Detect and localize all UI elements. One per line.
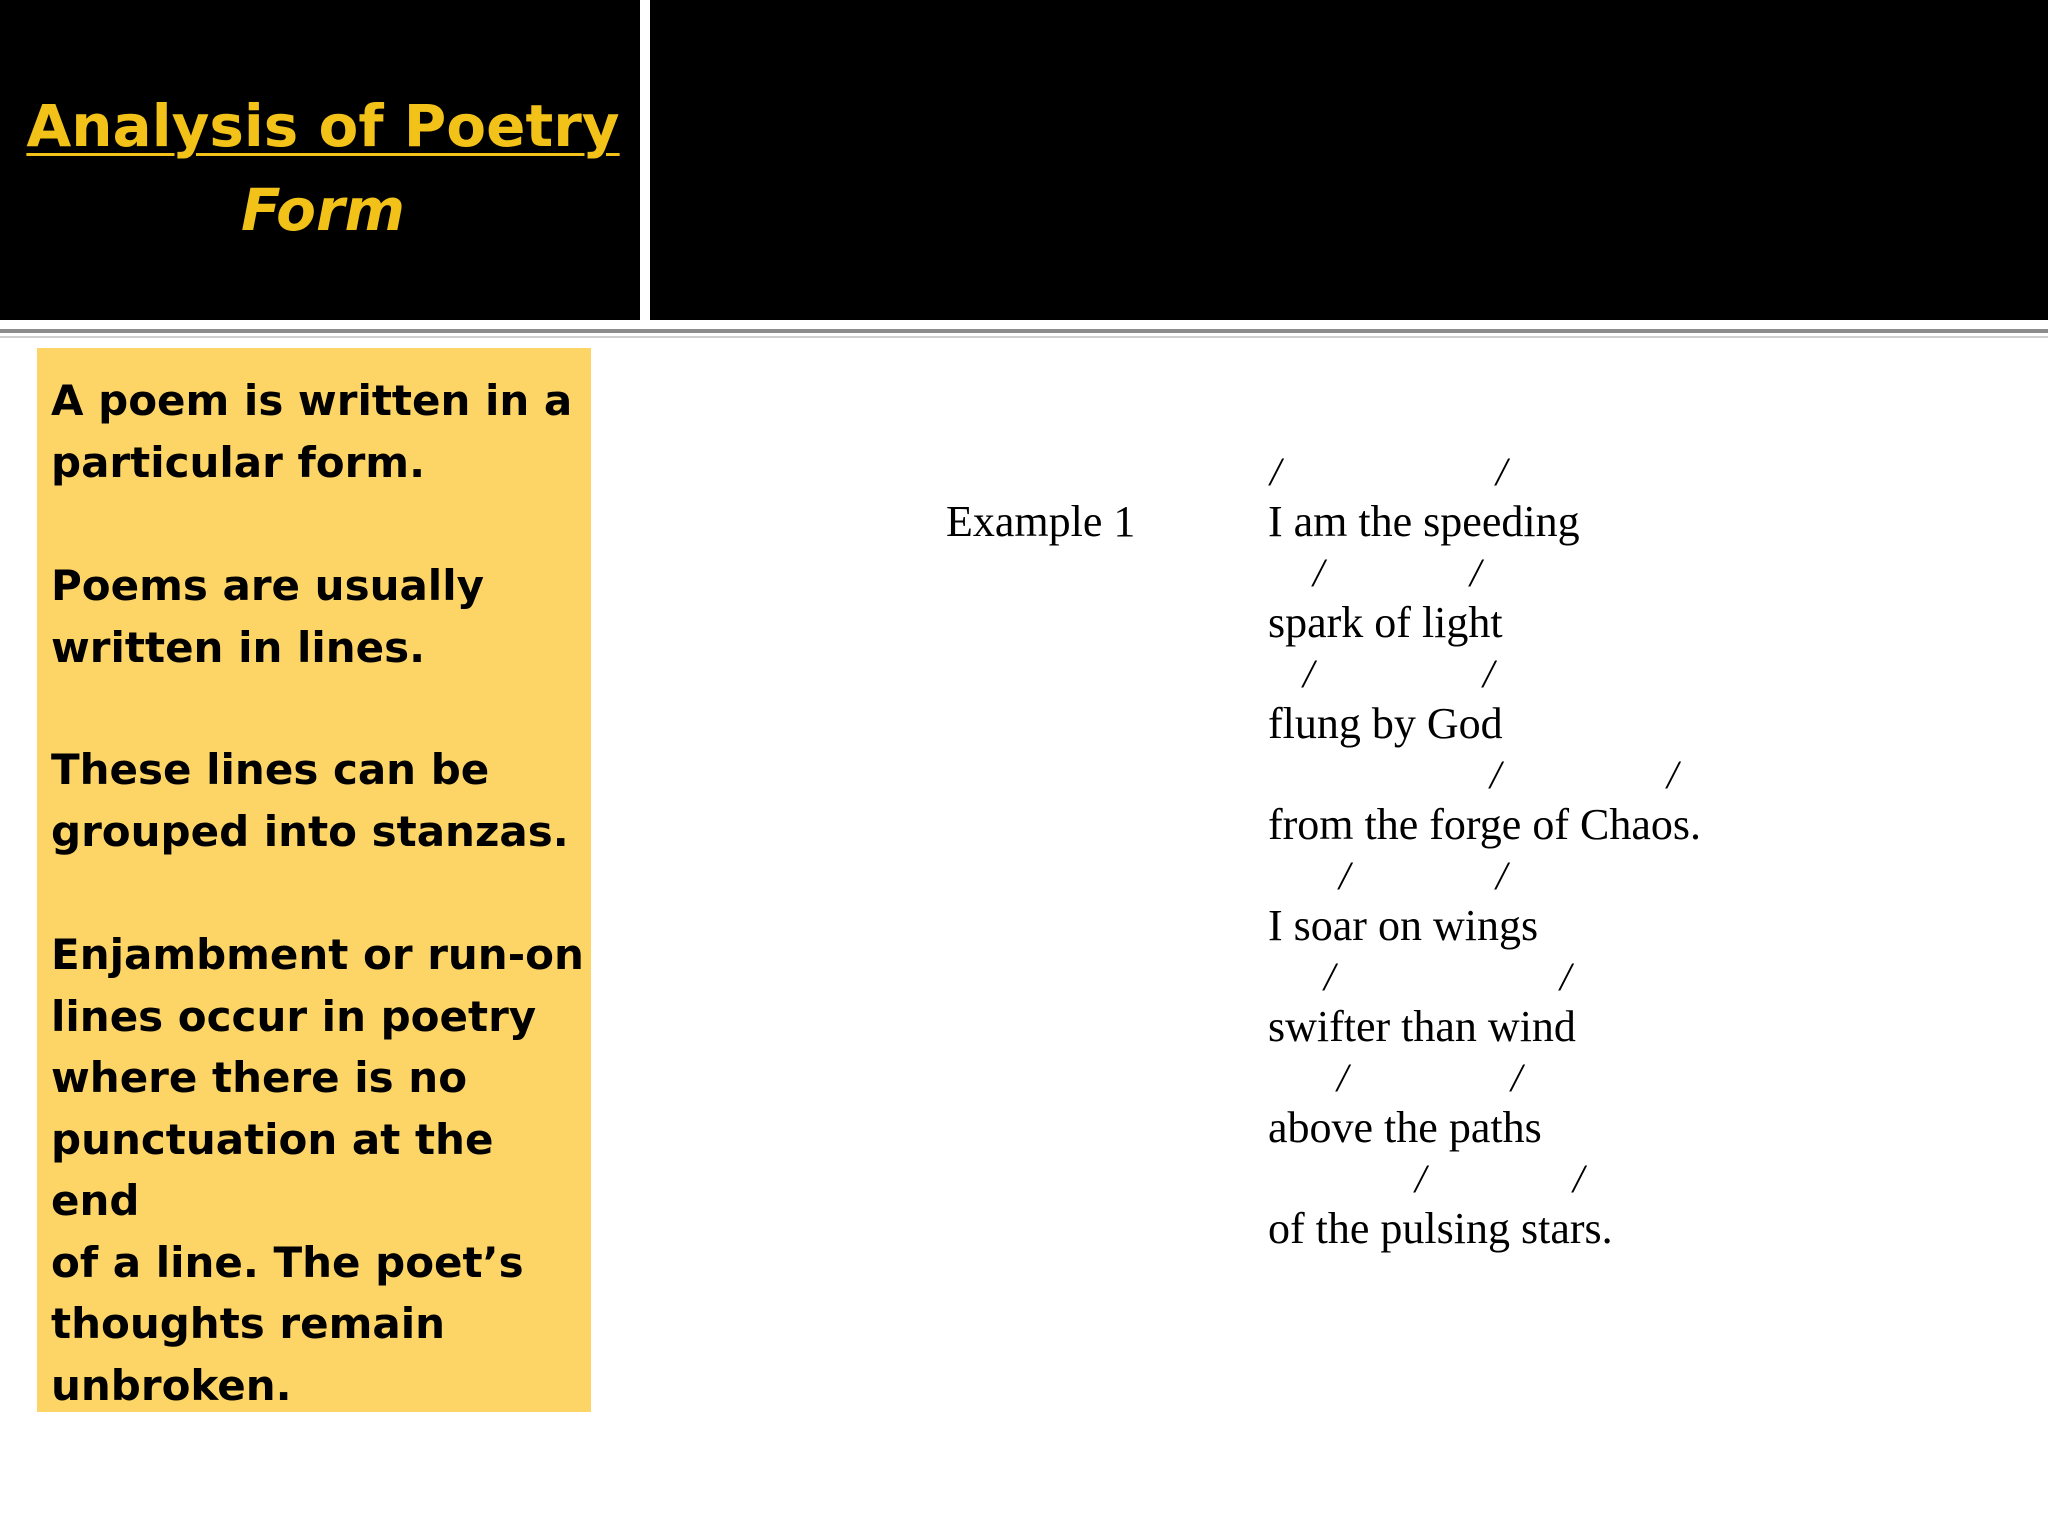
stress-mark: /	[1667, 752, 1679, 797]
divider-line-thin	[0, 336, 2048, 338]
poem-example-figure	[900, 440, 1800, 1260]
stress-mark: /	[1490, 752, 1502, 797]
stress-mark: /	[1337, 1055, 1349, 1100]
stress-mark: /	[1511, 1055, 1523, 1100]
poem-line: flung by God	[1268, 699, 1503, 748]
divider-line	[0, 329, 2048, 333]
stress-mark: /	[1324, 954, 1336, 999]
poem-line: I soar on wings	[1268, 901, 1539, 950]
stress-mark: /	[1313, 550, 1325, 595]
stress-mark: /	[1470, 550, 1482, 595]
stress-mark: /	[1560, 954, 1572, 999]
poem-line: of the pulsing stars.	[1268, 1204, 1613, 1253]
example-label: Example 1	[946, 497, 1136, 546]
slide-subtitle: Form	[240, 176, 405, 244]
stress-mark: /	[1483, 651, 1495, 696]
stress-mark: /	[1303, 651, 1315, 696]
poem-line: swifter than wind	[1268, 1002, 1576, 1051]
text-paragraph: Enjambment or run-on lines occur in poetry where there is no punctuation at the end of a line. The poet’s thoughts remain unbroken.	[51, 930, 584, 1410]
text-paragraph: These lines can be grouped into stanzas.	[51, 745, 569, 856]
stress-mark: /	[1270, 449, 1282, 494]
stress-mark: /	[1339, 853, 1351, 898]
stress-mark: /	[1496, 853, 1508, 898]
stress-mark: /	[1573, 1156, 1585, 1201]
text-paragraph: A poem is written in a particular form.	[51, 376, 573, 487]
title-panel	[0, 0, 640, 320]
poem-line: spark of light	[1268, 598, 1503, 647]
header-panel	[650, 0, 2048, 320]
stress-mark: /	[1496, 449, 1508, 494]
poem-line: above the paths	[1268, 1103, 1542, 1152]
poem-line: I am the speeding	[1268, 497, 1580, 546]
stress-mark: /	[1415, 1156, 1427, 1201]
text-paragraph: Poems are usually written in lines.	[51, 561, 484, 672]
poem-line: from the forge of Chaos.	[1268, 800, 1701, 849]
slide-title: Analysis of Poetry	[26, 92, 620, 160]
